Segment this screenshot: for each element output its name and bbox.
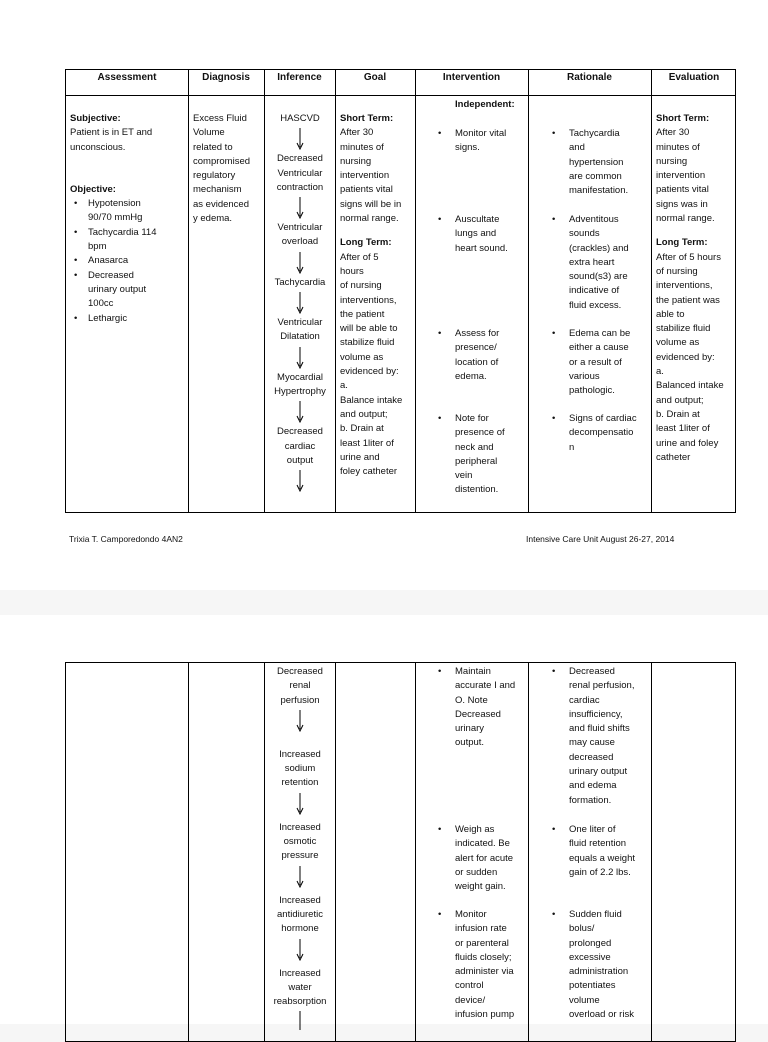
independent-label: Independent: bbox=[455, 99, 515, 110]
rationale-item: • Adventitous sounds (crackles) and extra heart sound(s3) are indicative of fluid excess. bbox=[552, 214, 629, 311]
rationale-item: • Sudden fluid bolus/ prolonged excessive administration potentiates volume overload or risk bbox=[552, 909, 634, 1021]
objective-list bbox=[70, 197, 186, 326]
intervention-item: • Weigh as indicated. Be alert for acute or sudden weight gain. bbox=[438, 824, 514, 893]
subjective-line: Patient is in ET and bbox=[70, 127, 153, 139]
care-plan-table bbox=[65, 69, 736, 513]
down-arrow-icon bbox=[295, 128, 305, 150]
objective-item: • Decreased urinary output 100cc bbox=[70, 269, 186, 312]
diagnosis-cell: Excess Fluid Volume related to compromised regulatory mechanism as evidenced y edema. bbox=[193, 113, 251, 225]
inference-step: Increased water reabsorption bbox=[273, 967, 327, 1008]
objective-item: • Lethargic bbox=[70, 312, 186, 326]
rationale-item: • Signs of cardiac decompensatio n bbox=[552, 413, 637, 453]
footer-unit-date: Intensive Care Unit August 26-27, 2014 bbox=[526, 534, 675, 544]
evaluation-long-label: Long Term: bbox=[656, 237, 708, 249]
inference-step: Myocardial Hypertrophy bbox=[274, 371, 326, 397]
down-arrow-icon bbox=[295, 470, 305, 492]
intervention-item: • Monitor vital signs. bbox=[438, 128, 507, 154]
evaluation-cell: Short Term: After 30 minutes of nursing intervention patients vital signs was in normal range. Long Term: After of 5 hours of nursing interventions, the patient was able to stabilize fluid volume as evidenced by: a. Balanced intake and output; b. Drain at least 1liter of urine and foley catheter bbox=[656, 113, 724, 463]
inference-step: Ventricular Dilatation bbox=[277, 317, 323, 343]
down-arrow-icon bbox=[295, 939, 305, 961]
rationale-item: • Decreased renal perfusion, cardiac insufficiency, and fluid shifts may cause decreased urinary output and edema formation. bbox=[552, 666, 635, 806]
down-arrow-icon bbox=[295, 793, 305, 815]
assessment-cell bbox=[70, 112, 186, 326]
goal-short-label: Short Term: bbox=[340, 113, 394, 124]
objective-item: • Hypotension 90/70 mmHg bbox=[70, 197, 186, 226]
inference-step: Decreased Ventricular contraction bbox=[276, 153, 324, 193]
inference-cell bbox=[265, 112, 335, 494]
inference-step: Decreased renal perfusion bbox=[277, 666, 323, 706]
subjective-line: unconscious. bbox=[70, 141, 126, 153]
down-arrow-icon bbox=[295, 292, 305, 314]
rationale-item: • Tachycardia and hypertension are common manifestation. bbox=[552, 128, 629, 197]
footer-author: Trixia T. Camporedondo 4AN2 bbox=[69, 534, 183, 544]
objective-item: • Tachycardia 114 bpm bbox=[70, 226, 186, 255]
header-rationale: Rationale bbox=[566, 72, 612, 83]
subjective-label: Subjective: bbox=[70, 113, 121, 124]
down-arrow-icon bbox=[295, 347, 305, 369]
down-arrow-icon bbox=[295, 252, 305, 274]
down-arrow-icon bbox=[295, 197, 305, 219]
inference-cell-continued bbox=[265, 665, 335, 1035]
inference-step: HASCVD bbox=[280, 113, 320, 124]
rationale-item: • One liter of fluid retention equals a weight gain of 2.2 lbs. bbox=[552, 824, 636, 878]
down-arrow-icon bbox=[295, 866, 305, 888]
down-arrow-icon bbox=[295, 401, 305, 423]
down-arrow-icon bbox=[295, 1011, 305, 1033]
rationale-item: • Edema can be either a cause or a result of various pathologic. bbox=[552, 328, 631, 397]
header-goal: Goal bbox=[363, 72, 387, 83]
intervention-item: • Assess for presence/ location of edema. bbox=[438, 328, 500, 382]
inference-step: Increased osmotic pressure bbox=[279, 821, 321, 862]
care-plan-table-continued bbox=[65, 662, 736, 1042]
inference-step: Increased sodium retention bbox=[279, 748, 321, 789]
inference-step: Ventricular overload bbox=[277, 222, 323, 248]
header-evaluation: Evaluation bbox=[668, 72, 720, 83]
objective-label: Objective: bbox=[70, 183, 116, 195]
header-assessment: Assessment bbox=[97, 72, 157, 83]
goal-long-label: Long Term: bbox=[340, 237, 392, 249]
down-arrow-icon bbox=[295, 710, 305, 732]
inference-step: Tachycardia bbox=[274, 276, 326, 288]
header-intervention: Intervention bbox=[442, 72, 501, 83]
header-inference: Inference bbox=[277, 72, 322, 83]
inference-step: Increased antidiuretic hormone bbox=[277, 894, 323, 935]
inference-step: Decreased cardiac output bbox=[277, 426, 323, 466]
intervention-item: • Auscultate lungs and heart sound. bbox=[438, 214, 508, 254]
goal-cell: Short Term: After 30 minutes of nursing intervention patients vital signs will be in normal range. Long Term: After of 5 hours of nursing interventions, the patient will be able to stabilize fluid volume as evidenced by: a. Balance intake and output; b. Drain at least 1liter of urine and foley catheter bbox=[340, 113, 403, 478]
intervention-item: • Monitor infusion rate or parenteral fluids closely; administer via control device/ infusion pump bbox=[438, 909, 515, 1021]
objective-item: • Anasarca bbox=[70, 254, 186, 268]
intervention-item: • Note for presence of neck and peripheral vein distention. bbox=[438, 413, 505, 496]
intervention-item: • Maintain accurate I and O. Note Decreased urinary output. bbox=[438, 666, 516, 749]
header-diagnosis: Diagnosis bbox=[202, 72, 250, 83]
evaluation-short-label: Short Term: bbox=[656, 113, 710, 124]
